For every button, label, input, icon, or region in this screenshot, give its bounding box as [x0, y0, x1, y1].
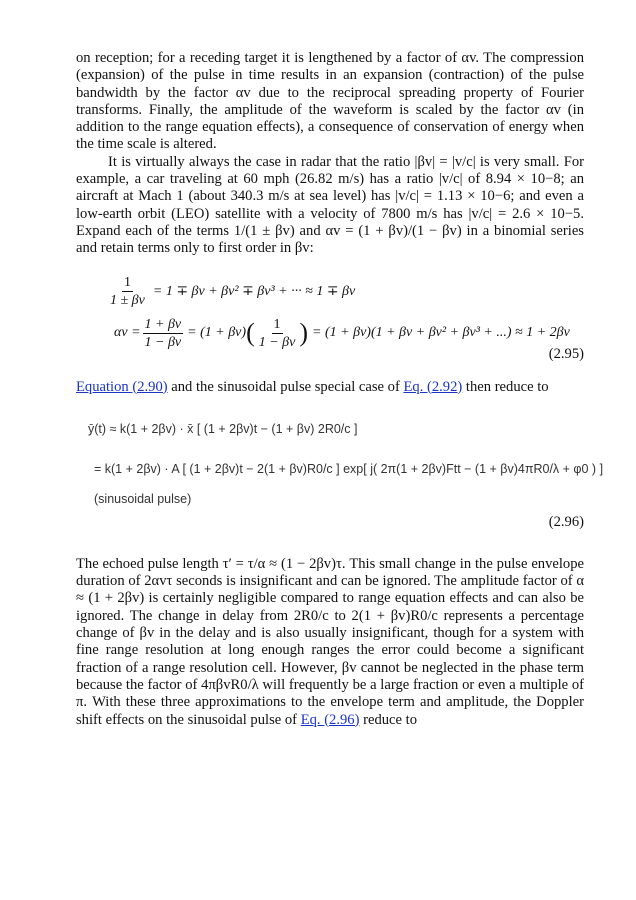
eq95-line2-lhs: αv =: [114, 325, 141, 341]
paragraph-1: on reception; for a receding target it is lengthened by a factor of αv. The compression (expansion) of the pulse in time results in an expansion (contraction) of the pulse bandwidth by the factor αv due to the reciprocal spreading property of Fourier transforms. Finally, the amplitude of the waveform is scaled by the factor αv (in addition to the range equation effects), a consequence of conservation of energy when the time scale is altered.: [76, 50, 584, 153]
eq95-line2-mid: = (1 + βv): [187, 325, 247, 341]
equation-number-2-96: (2.96): [548, 513, 584, 530]
equation-2-96: [76, 406, 604, 534]
equation-2-95: $\frac{1}{1 \pm \beta v}$ = 1 ∓ βv + βv² ∓ βv³ + ··· ≈ 1 ∓ βv αv = $\frac{1 + \beta v}{1 - \beta v}$ = (1 + βv) ( $\frac{1}{1 - \beta v}$ ) = (1 + βv)(1 + βv + βv² + βv³ + ...) ≈ 1 + 2βv (2.95): [110, 274, 584, 362]
link-equation-2-90[interactable]: Equation (2.90): [76, 378, 168, 395]
link-eq-2-96[interactable]: Eq. (2.96): [300, 711, 360, 728]
eq95-frac-1: $\frac{1}{1 \pm \beta v}$: [110, 274, 145, 308]
eq96-note: (sinusoidal pulse): [94, 491, 192, 506]
eq95-frac-3: $\frac{1}{1 - \beta v}$: [258, 316, 296, 350]
eq95-frac-2: $\frac{1 + \beta v}{1 - \beta v}$: [144, 316, 182, 350]
page-content: [76, 50, 604, 729]
eq96-line-1: ȳ(t) ≈ k(1 + 2βv) · x̄ [ (1 + 2βv)t − (1 + βv) 2R0/c ]: [88, 421, 358, 436]
eq95-line2-rhs: = (1 + βv)(1 + βv + βv² + βv³ + ...) ≈ 1 + 2βv: [312, 325, 570, 341]
equation-number-2-95: (2.95): [548, 345, 584, 362]
paragraph-2: It is virtually always the case in radar that the ratio |βv| = |v/c| is very small. For example, a car traveling at 60 mph (26.82 m/s) has a ratio |v/c| of 8.94 × 10−8; an aircraft at Mach 1 (about 340.3 m/s at sea level) has |v/c| = 1.13 × 10−6; and even a low-earth orbit (LEO) satellite with a velocity of 7800 m/s has |v/c| = 2.6 × 10−5. Expand each of the terms 1/(1 ± βv) and αv = (1 + βv)/(1 − βv) in a binomial series and retain terms only to first order in βv:: [76, 153, 584, 257]
link-eq-2-92[interactable]: Eq. (2.92): [403, 378, 463, 395]
eq95-line1-rhs: = 1 ∓ βv + βv² ∓ βv³ + ··· ≈ 1 ∓ βv: [152, 283, 356, 299]
paragraph-4: The echoed pulse length τ′ = τ/α ≈ (1 − 2βv)τ. This small change in the pulse envelope duration of 2αvτ seconds is insignificant and can be ignored. The amplitude factor of α ≈ (1 + 2βv) is certainly negligible compared to range equation effects and can also be ignored. The change in delay from 2R0/c to 2(1 + βv)R0/c represents a percentage change of βv in the delay and is also usually insignificant, though for a system with fine range resolution at long enough ranges the error could become a significant fraction of a range resolution cell. However, βv cannot be neglected in the phase term because the factor of 4πβvR0/λ will frequently be a large fraction or even a multiple of π. With these three approximations to the envelope term and amplitude, the Doppler shift effects on the sinusoidal pulse of Eq. (2.96) reduce to: [76, 555, 584, 728]
paragraph-3: Equation (2.90) and the sinusoidal pulse special case of Eq. (2.92) then reduce to: [76, 378, 549, 395]
eq96-line-2: = k(1 + 2βv) · A [ (1 + 2βv)t − 2(1 + βv)R0/c ] exp[ j( 2π(1 + 2βv)Ftt − (1 + βv)4πR0/λ + φ0 ) ]: [94, 461, 604, 476]
